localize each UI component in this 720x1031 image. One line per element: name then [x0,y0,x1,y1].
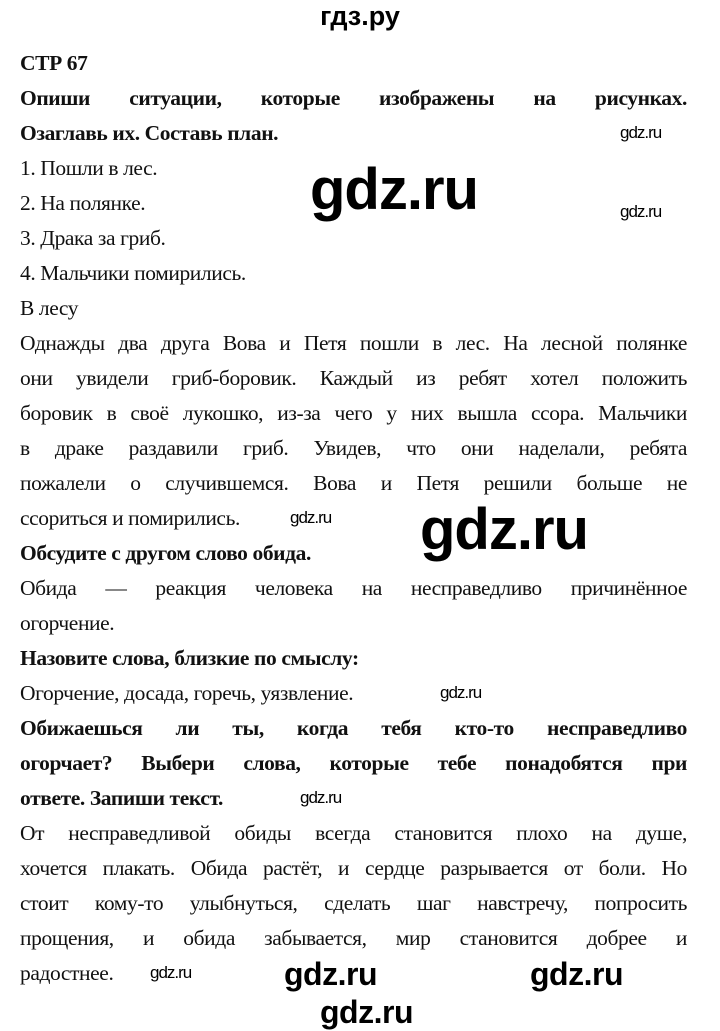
watermark-small: gdz.ru [620,202,662,221]
task4-answer-line: радостнее. [20,961,114,985]
story-line: они увидели гриб-боровик. Каждый из ребят хотел положить [20,366,687,390]
task4-answer-line: прощения, и обида забывается, мир становится добрее и [20,926,687,950]
task4-heading-line: ответе. Запиши текст. [20,786,223,810]
watermark-small: gdz.ru [150,963,192,982]
task3-answer: Огорчение, досада, горечь, уязвление. [20,681,354,705]
plan-item: 2. На полянке. [20,191,146,215]
story-title: В лесу [20,296,79,320]
task1-heading-line: Озаглавь их. Составь план. [20,121,279,145]
task3-heading: Назовите слова, близкие по смыслу: [20,646,359,670]
watermark-medium: gdz.ru [530,956,623,992]
watermark-small: gdz.ru [290,508,332,527]
watermark-medium: gdz.ru [284,956,377,992]
watermark-small: gdz.ru [440,683,482,702]
task1-heading-line: Опиши ситуации, которые изображены на рисунках. [20,86,687,110]
task4-answer-line: хочется плакать. Обида растёт, и сердце разрывается от боли. Но [20,856,687,880]
story-line: Однажды два друга Вова и Петя пошли в лес. На лесной полянке [20,331,687,355]
story-line: боровик в своё лукошко, из-за чего у них вышла ссора. Мальчики [20,401,687,425]
story-line: в драке раздавили гриб. Увидев, что они наделали, ребята [20,436,687,460]
task2-heading: Обсудите с другом слово обида. [20,541,311,565]
task4-answer-line: стоит кому-то улыбнуться, сделать шаг навстречу, попросить [20,891,687,915]
plan-item: 1. Пошли в лес. [20,156,158,180]
watermark-small: gdz.ru [620,123,662,142]
plan-item: 4. Мальчики помирились. [20,261,246,285]
watermark-large: gdz.ru [420,497,588,562]
plan-item: 3. Драка за гриб. [20,226,166,250]
watermark-small: gdz.ru [300,788,342,807]
task2-answer-line: огорчение. [20,611,115,635]
story-line: ссориться и помирились. [20,506,240,530]
task4-answer-line: От несправедливой обиды всегда становится плохо на душе, [20,821,687,845]
header-watermark: гдз.ру [320,1,400,31]
task4-heading-line: Обижаешься ли ты, когда тебя кто-то несправедливо [20,716,687,740]
watermark-medium: gdz.ru [320,994,413,1030]
page-label: СТР 67 [20,51,88,75]
watermark-large: gdz.ru [310,157,478,222]
task4-heading-line: огорчает? Выбери слова, которые тебе понадобятся при [20,751,687,775]
story-line: пожалели о случившемся. Вова и Петя решили больше не [20,471,687,495]
task2-answer-line: Обида — реакция человека на несправедливо причинённое [20,576,687,600]
